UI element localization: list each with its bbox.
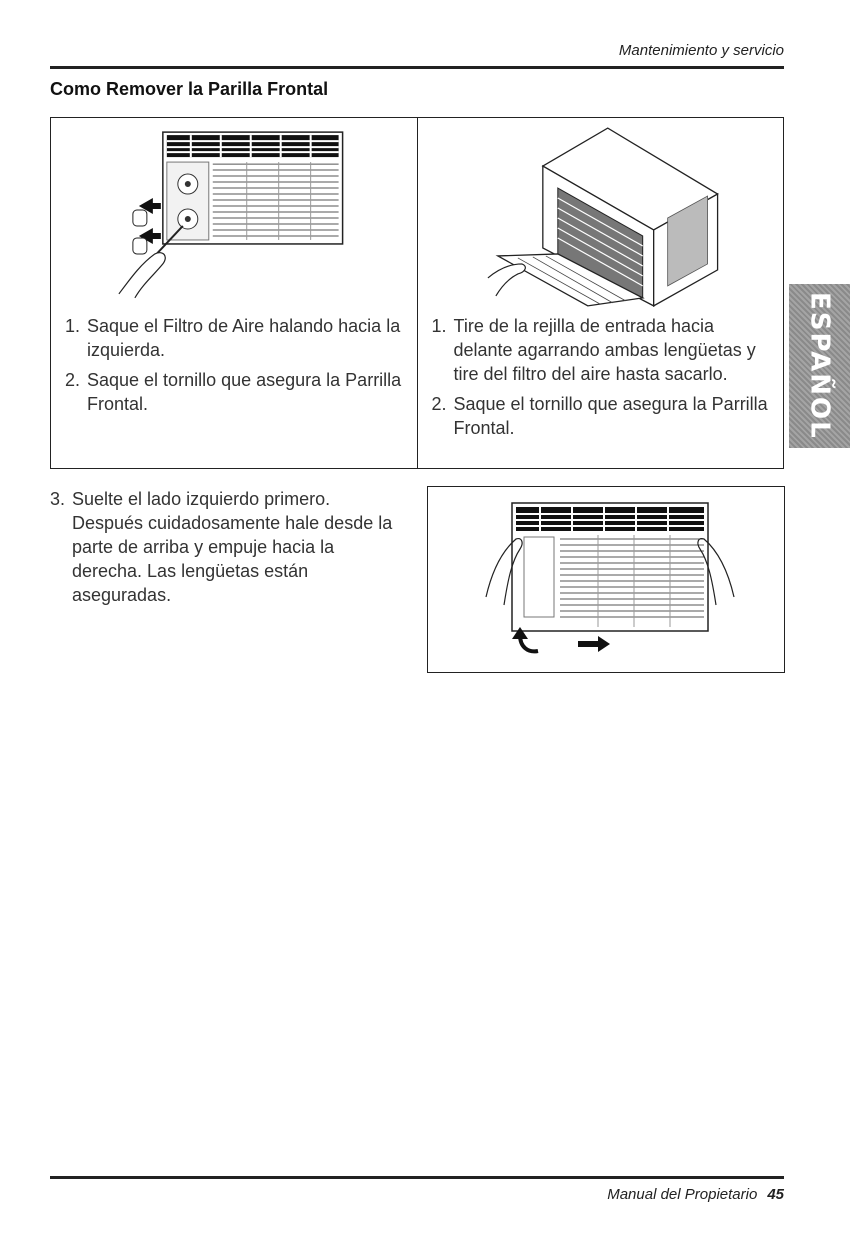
footer-rule: [50, 1176, 784, 1179]
language-tab-label: ESPAÑOL: [804, 292, 835, 440]
running-header: Mantenimiento y servicio: [618, 42, 784, 59]
instruction-panels: [50, 117, 784, 469]
step-item: 1. Tire de la rejilla de entrada hacia delante agarrando ambas lengüetas y tire del filtro del aire hasta sacarlo.: [431, 316, 756, 384]
step-3-text: Suelte el lado izquierdo primero. Después cuidadosamente hale desde la parte de arriba y empuje hacia la derecha. Las lengüetas están aseguradas.: [72, 489, 393, 605]
header-rule: [50, 66, 784, 69]
footer-label: Manual del Propietario: [607, 1186, 758, 1203]
step-text: Tire de la rejilla de entrada hacia delante agarrando ambas lengüetas y tire del filtro del aire hasta sacarlo.: [453, 316, 756, 384]
page-footer: [607, 1186, 784, 1203]
step-item: 2. Saque el tornillo que asegura la Parrilla Frontal.: [431, 394, 768, 438]
step-item: 1. Saque el Filtro de Aire halando hacia la izquierda.: [65, 316, 401, 360]
panel-right: [417, 118, 784, 468]
step-text: Saque el tornillo que asegura la Parrilla Frontal.: [87, 370, 402, 414]
panel-left: [51, 118, 417, 468]
section-title: Como Remover la Parilla Frontal: [50, 79, 329, 99]
step-3: 3. Suelte el lado izquierdo primero. Después cuidadosamente hale desde la parte de arriba y empuje hacia la derecha. Las lengüetas están aseguradas.: [50, 487, 400, 607]
language-tab: [789, 284, 850, 448]
grille-release-panel: [427, 486, 785, 673]
grille-release-illustration: [428, 487, 784, 672]
step-text: Saque el Filtro de Aire halando hacia la izquierda.: [87, 316, 401, 360]
step-text: Saque el tornillo que asegura la Parrilla Frontal.: [453, 394, 768, 438]
inlet-grille-illustration: [418, 118, 784, 308]
step-item: 2. Saque el tornillo que asegura la Parrilla Frontal.: [65, 370, 402, 414]
filter-removal-illustration: [51, 118, 417, 308]
page-number: 45: [767, 1186, 784, 1203]
